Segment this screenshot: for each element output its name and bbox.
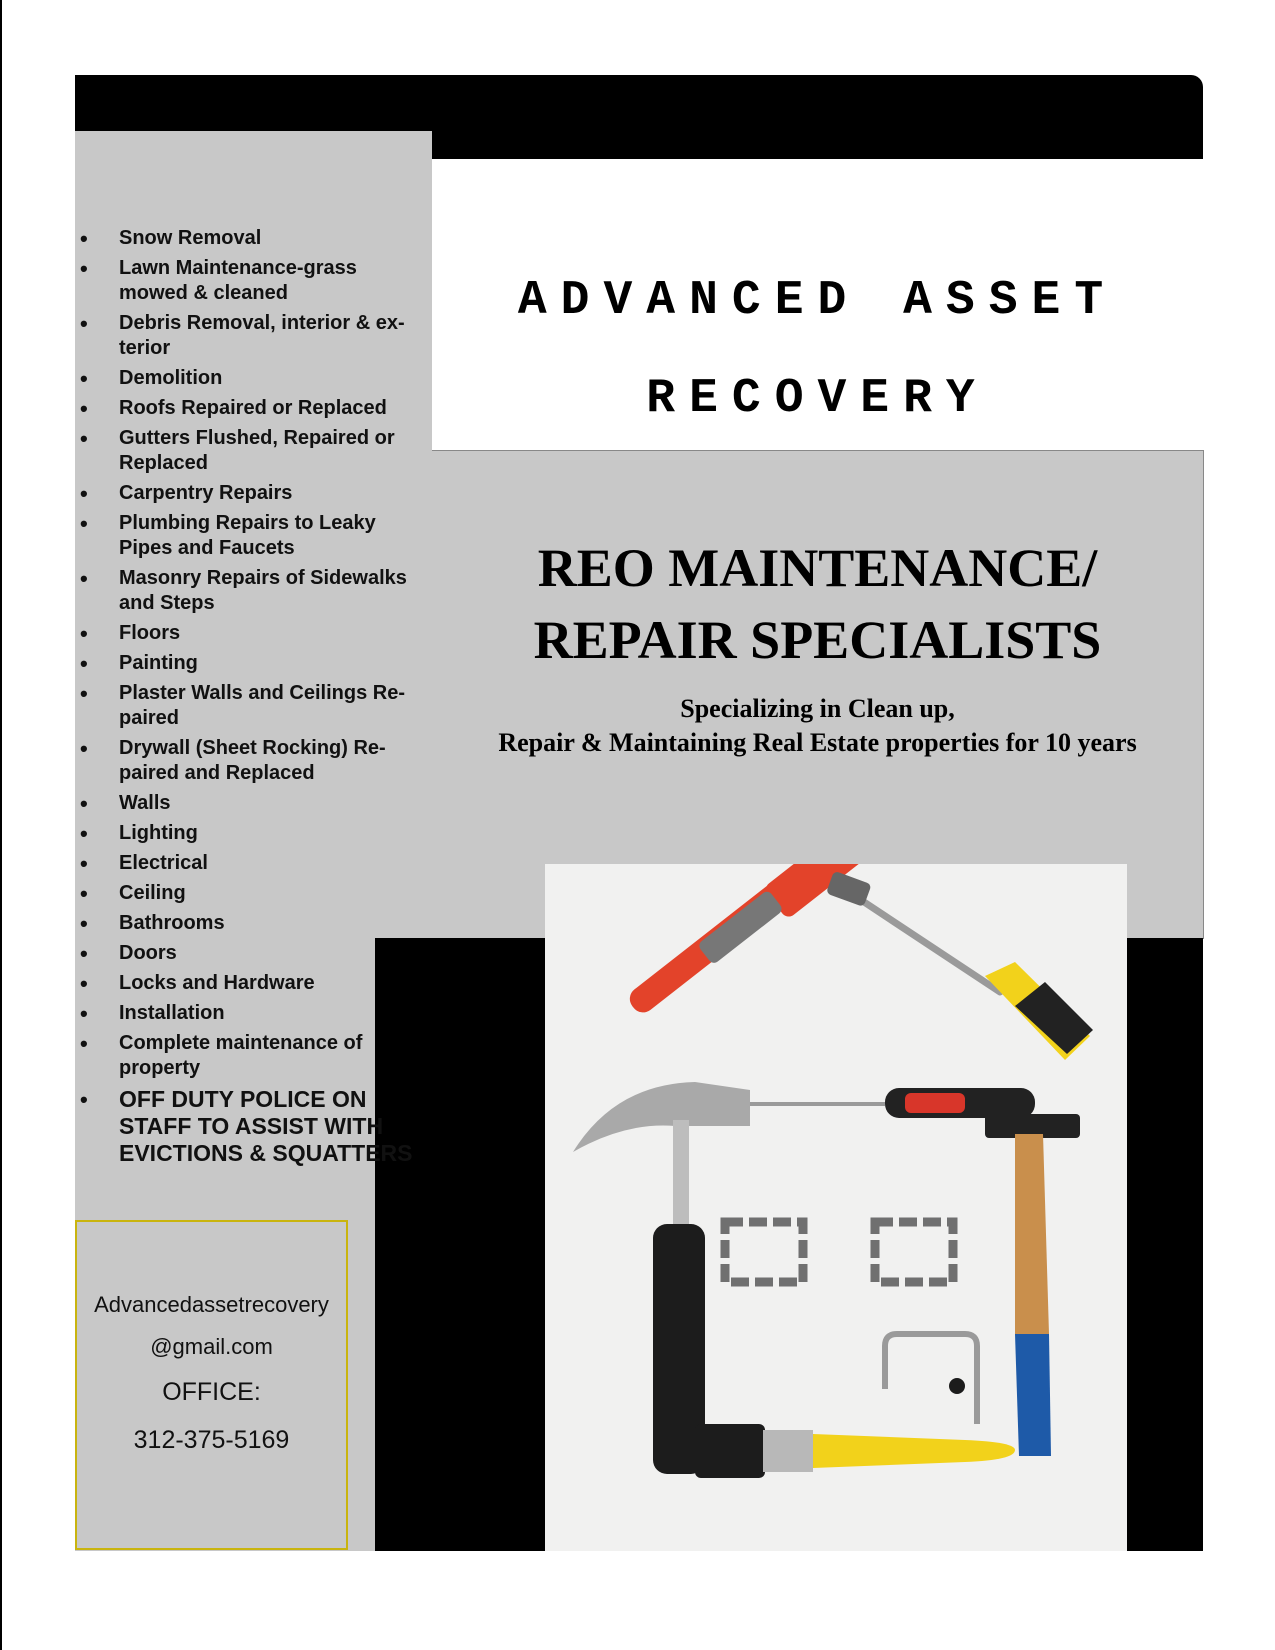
subheadline-line1: Specializing in Clean up,	[680, 694, 955, 723]
list-item: • Bathrooms	[80, 911, 425, 936]
list-item: • Lawn Maintenance-grass mowed & cleaned	[80, 256, 425, 306]
company-title	[432, 252, 1203, 448]
list-item: • Drywall (Sheet Rocking) Re-paired and Replaced	[80, 736, 425, 786]
services-list	[80, 226, 425, 1172]
list-item: • Lighting	[80, 821, 425, 846]
subheadline-line2: Repair & Maintaining Real Estate properties for 10 years	[498, 728, 1137, 757]
list-item: • Carpentry Repairs	[80, 481, 425, 506]
office-label: OFFICE:	[162, 1378, 261, 1406]
contact-email-line1: Advancedassetrecovery	[94, 1292, 329, 1317]
subheadline	[432, 692, 1203, 760]
contact-box	[75, 1220, 348, 1550]
office-phone: 312-375-5169	[133, 1426, 290, 1454]
list-item: • Walls	[80, 791, 425, 816]
house-of-tools-photo	[545, 864, 1127, 1551]
list-item: • Plaster Walls and Ceilings Re-paired	[80, 681, 425, 731]
list-item: • Gutters Flushed, Repaired or Replaced	[80, 426, 425, 476]
list-item: • Snow Removal	[80, 226, 425, 251]
list-item: • Roofs Repaired or Replaced	[80, 396, 425, 421]
list-item: • Ceiling	[80, 881, 425, 906]
headline-line1: REO MAINTENANCE/	[537, 538, 1098, 598]
list-item: • Demolition	[80, 366, 425, 391]
list-item: • Electrical	[80, 851, 425, 876]
company-title-line1: ADVANCED ASSET	[517, 274, 1118, 328]
list-item: • Floors	[80, 621, 425, 646]
page-edge-line	[0, 0, 2, 1650]
list-item: • Masonry Repairs of Sidewalks and Steps	[80, 566, 425, 616]
company-title-line2: RECOVERY	[646, 372, 989, 426]
list-item: • Painting	[80, 651, 425, 676]
headline-line2: REPAIR SPECIALISTS	[533, 610, 1102, 670]
list-item: • Doors	[80, 941, 425, 966]
house-of-tools-icon	[545, 864, 1127, 1551]
list-item: • Locks and Hardware	[80, 971, 425, 996]
list-item: • Installation	[80, 1001, 425, 1026]
headline	[432, 532, 1203, 676]
list-item: • Complete maintenance of property	[80, 1031, 425, 1081]
list-item: • Debris Removal, interior & ex-terior	[80, 311, 425, 361]
list-item: • Plumbing Repairs to Leaky Pipes and Faucets	[80, 511, 425, 561]
list-item-police: • OFF DUTY POLICE ON STAFF TO ASSIST WITH EVICTIONS & SQUATTERS	[80, 1086, 425, 1167]
contact-email-line2: @gmail.com	[150, 1334, 273, 1359]
